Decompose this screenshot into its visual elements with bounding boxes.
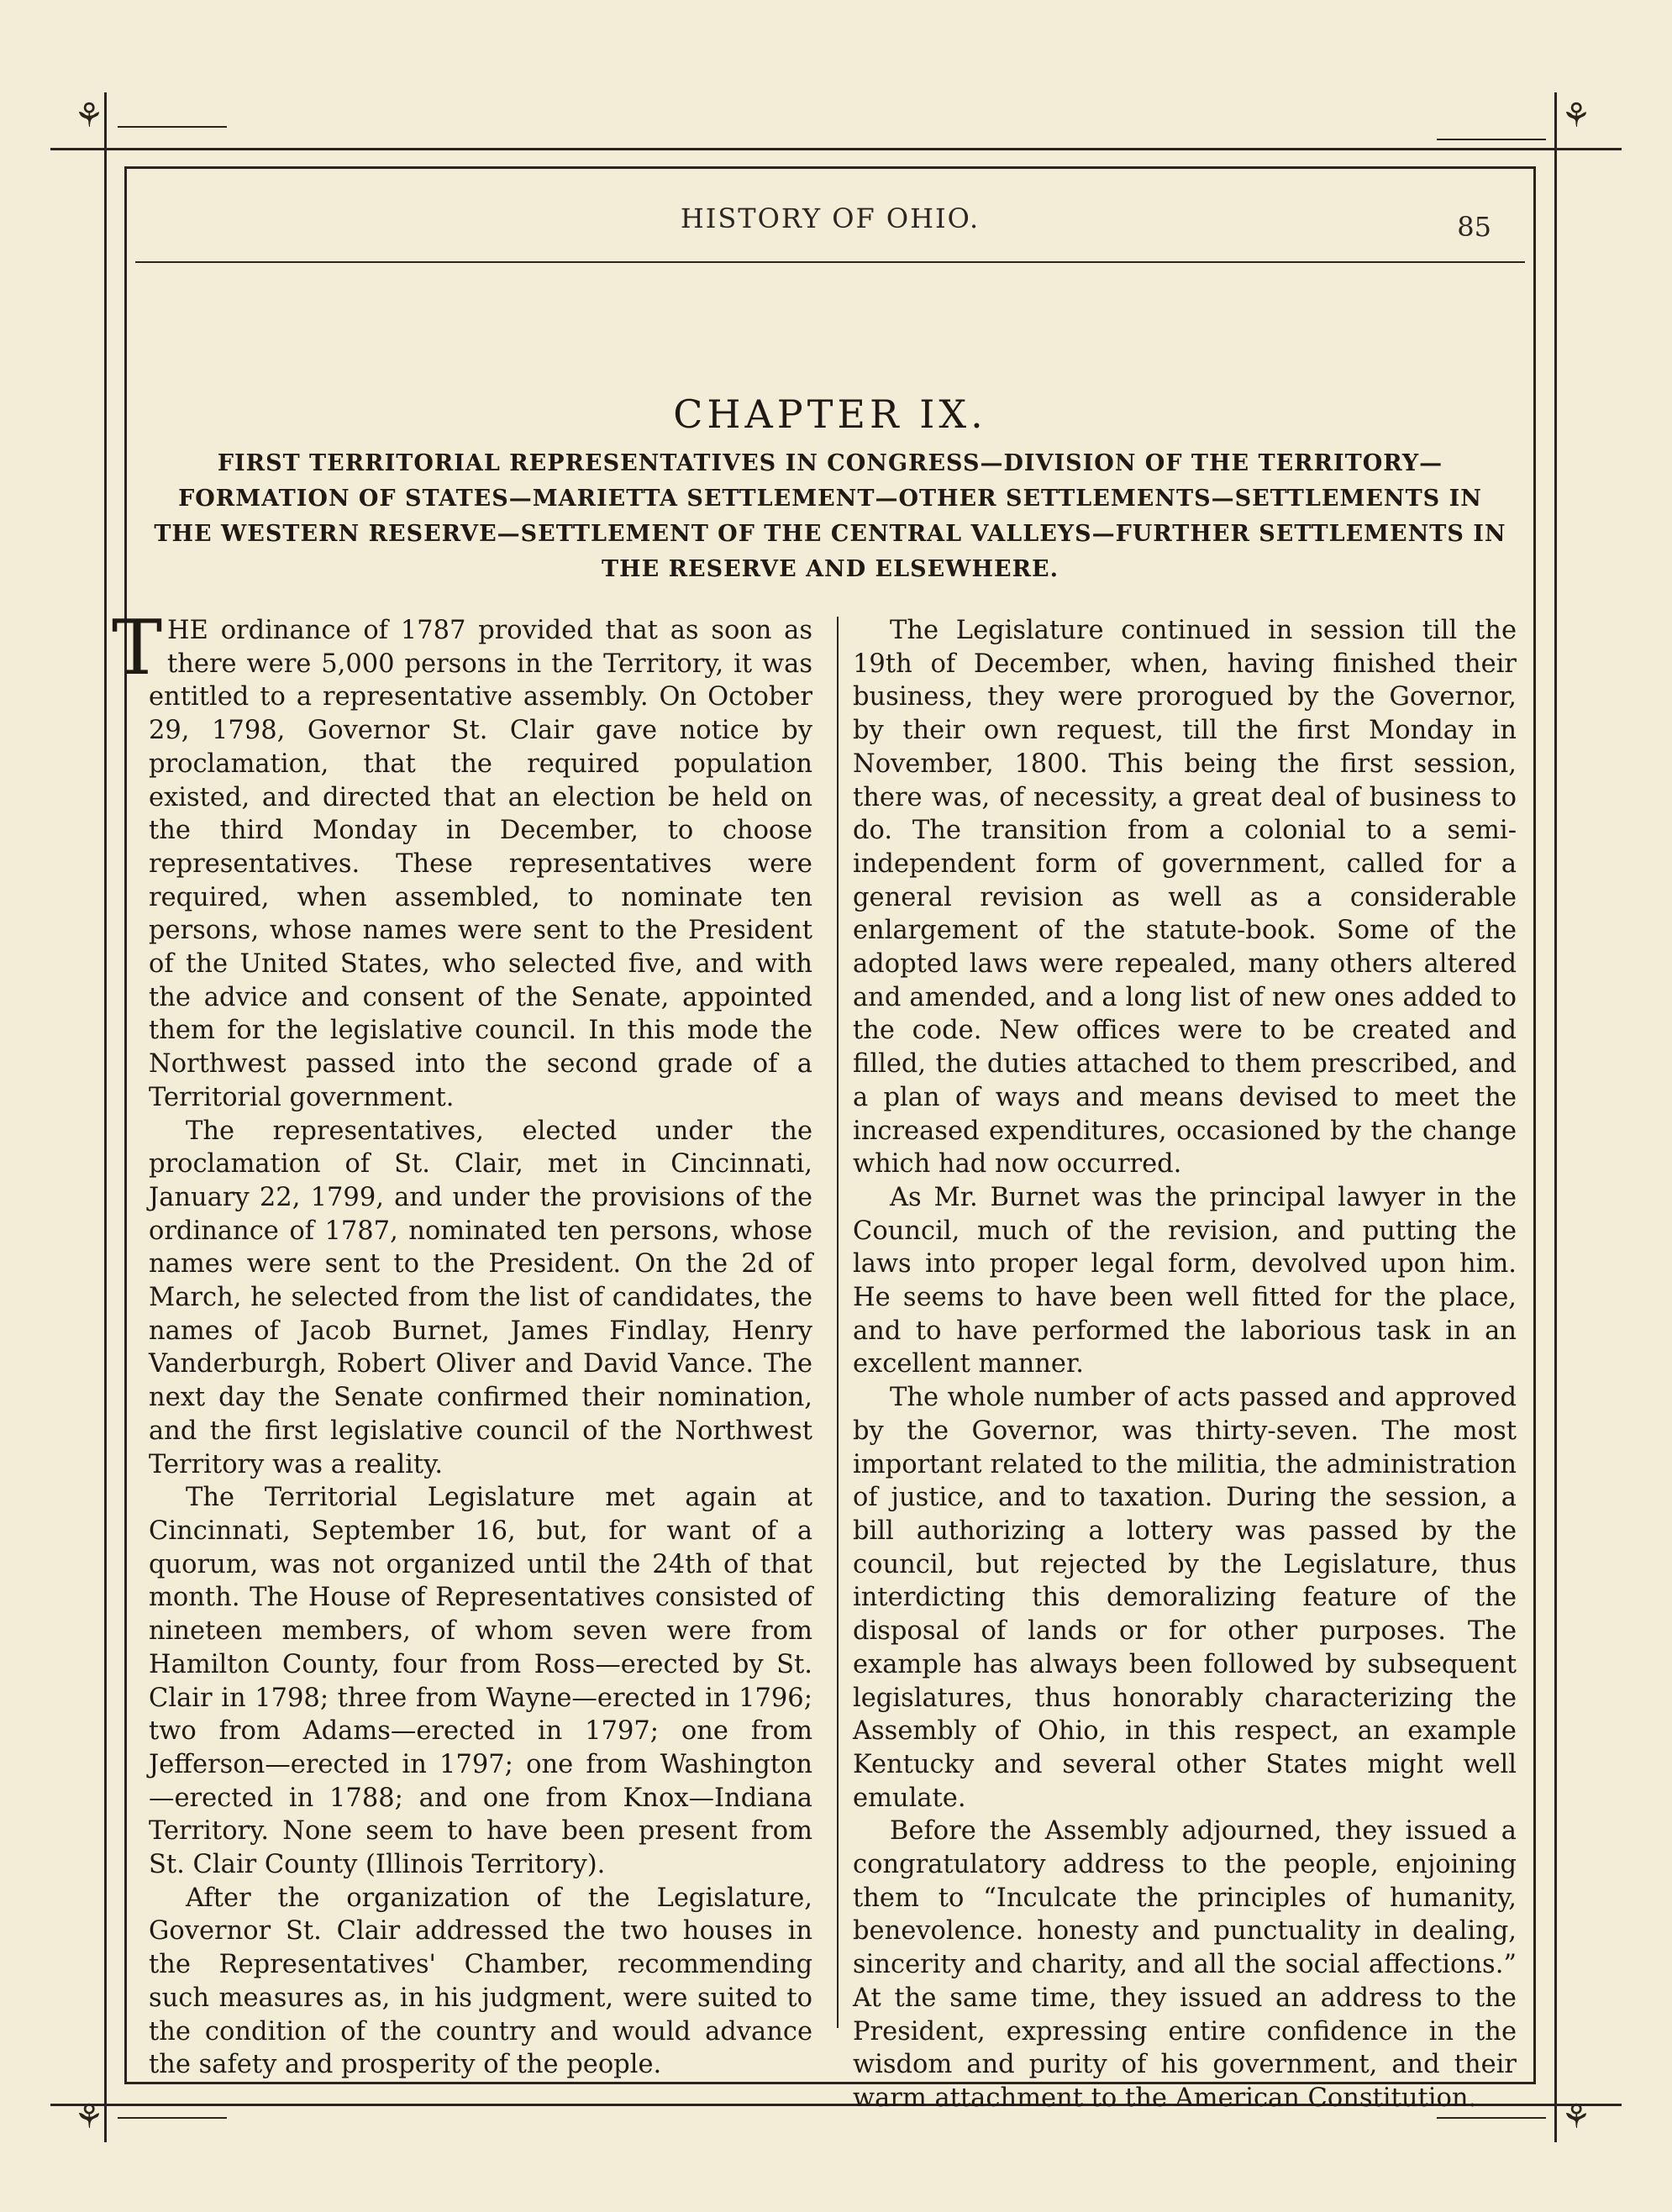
paragraph: The whole number of acts passed and approved by the Governor, was thirty-seven. The most important related to the militia, the administration of justice, and to taxation. During the session, a bill authorizing a lottery was passed by the council, but rejected by the Legislature, thus interdicting this demoralizing feature of the disposal of lands or for other purposes. The example has always been followed by subsequent legislatures, thus honorably characterizing the Assembly of Ohio, in this respect, an example Kentucky and several other States might well emulate. (853, 1383, 1517, 1813)
paragraph: The representatives, elected under the proclamation of St. Clair, met in Cincinnati, January 22, 1799, and under the provisions of the ordinance of 1787, nominated ten persons, whose names were sent to the President. On the 2d of March, he selected from the list of candidates, the names of Jacob Burnet, James Findlay, Henry Vanderburgh, Robert Oliver and David Vance. The next day the Senate confirmed their nomination, and the first legislative council of the Northwest Territory was a reality. (149, 1116, 812, 1479)
corner-ornament-icon: ⚘ (1561, 2098, 1591, 2136)
frame-top-left-flourish (118, 126, 227, 128)
frame-top-right-flourish (1437, 139, 1546, 140)
corner-ornament-icon: ⚘ (74, 97, 104, 135)
paragraph (112, 604, 812, 1115)
column-divider (837, 617, 839, 2028)
drop-cap: T (112, 604, 163, 692)
paragraph: The Legislature continued in session till the 19th of December, when, having finished their business, they were prorogued by the Governor, by their own request, till the first Monday in November, 1800. This being the first session, there was, of necessity, a great deal of business to do. The transition from a colonial to a semi-independent form of government, called for a general revision as well as a considerable enlargement of the statute-book. Some of the adopted laws were repealed, many others altered and amended, and a long list of new ones added to the code. New offices were to be created and filled, the duties attached to them prescribed, and a plan of ways and means devised to meet the increased expenditures, occasioned by the change which had now occurred. (853, 616, 1517, 1180)
running-title: HISTORY OF OHIO. (680, 202, 981, 234)
paragraph: As Mr. Burnet was the principal lawyer in the Council, much of the revision, and putting the laws into proper legal form, devolved upon him. He seems to have been well fitted for the place, and to have performed the laborious task in an excellent manner. (853, 1182, 1517, 1379)
frame-top-rule (50, 148, 1622, 150)
text-column-left (112, 604, 812, 2080)
text-column-right (853, 614, 1517, 2113)
chapter-summary: FIRST TERRITORIAL REPRESENTATIVES IN CONGRESS—DIVISION OF THE TERRITORY—FORMATION OF STATES—MARIETTA SETTLEMENT—OTHER SETTLEMENTS—SETTLEMENTS IN THE WESTERN RESERVE—SETTLEMENT OF THE CENTRAL VALLEYS—FURTHER SETTLEMENTS IN THE RESERVE AND ELSEWHERE. (154, 450, 1506, 582)
header-rule (135, 261, 1525, 263)
chapter-title: CHAPTER IX. (673, 391, 987, 437)
frame-left-rule (104, 92, 107, 2142)
paragraph-text: HE ordinance of 1787 provided that as soon as there were 5,000 persons in the Territory, it was entitled to a representative assembly. On October 29, 1798, Governor St. Clair gave notice by proclamation, that the required population existed, and directed that an election be held on the third Monday in December, to choose representatives. These representatives were required, when assembled, to nominate ten persons, whose names were sent to the President of the United States, who selected five, and with the advice and consent of the Senate, appointed them for the legislative council. In this mode the Northwest passed into the second grade of a Territorial government. (149, 616, 812, 1112)
paragraph: After the organization of the Legislature, Governor St. Clair addressed the two houses in the Representatives' Chamber, recommending such measures as, in his judgment, were suited to the condition of the country and would advance the safety and prosperity of the people. (149, 1883, 812, 2080)
corner-ornament-icon: ⚘ (1561, 97, 1591, 135)
paragraph: The Territorial Legislature met again at Cincinnati, September 16, but, for want of a quorum, was not organized until the 24th of that month. The House of Representatives consisted of nineteen members, of whom seven were from Hamilton County, four from Ross—erected by St. Clair in 1798; three from Wayne—erected in 1796; two from Adams—erected in 1797; one from Jefferson—erected in 1797; one from Washington—erected in 1788; and one from Knox—Indiana Territory. None seem to have been present from St. Clair County (Illinois Territory). (149, 1483, 812, 1880)
page-number: 85 (1457, 211, 1491, 243)
page-panel (112, 166, 1536, 2113)
frame-bottom-right-flourish (1437, 2117, 1546, 2119)
corner-ornament-icon: ⚘ (74, 2098, 104, 2136)
paragraph: Before the Assembly adjourned, they issued a congratulatory address to the people, enjoining them to “Inculcate the principles of humanity, benevolence. honesty and punctuality in dealing, sincerity and charity, and all the social affections.” At the same time, they issued an address to the President, expressing entire confidence in the wisdom and purity of his government, and their warm attachment to the American Constitution. (853, 1816, 1517, 2113)
frame-bottom-left-flourish (118, 2117, 227, 2119)
frame-right-rule (1554, 92, 1557, 2142)
